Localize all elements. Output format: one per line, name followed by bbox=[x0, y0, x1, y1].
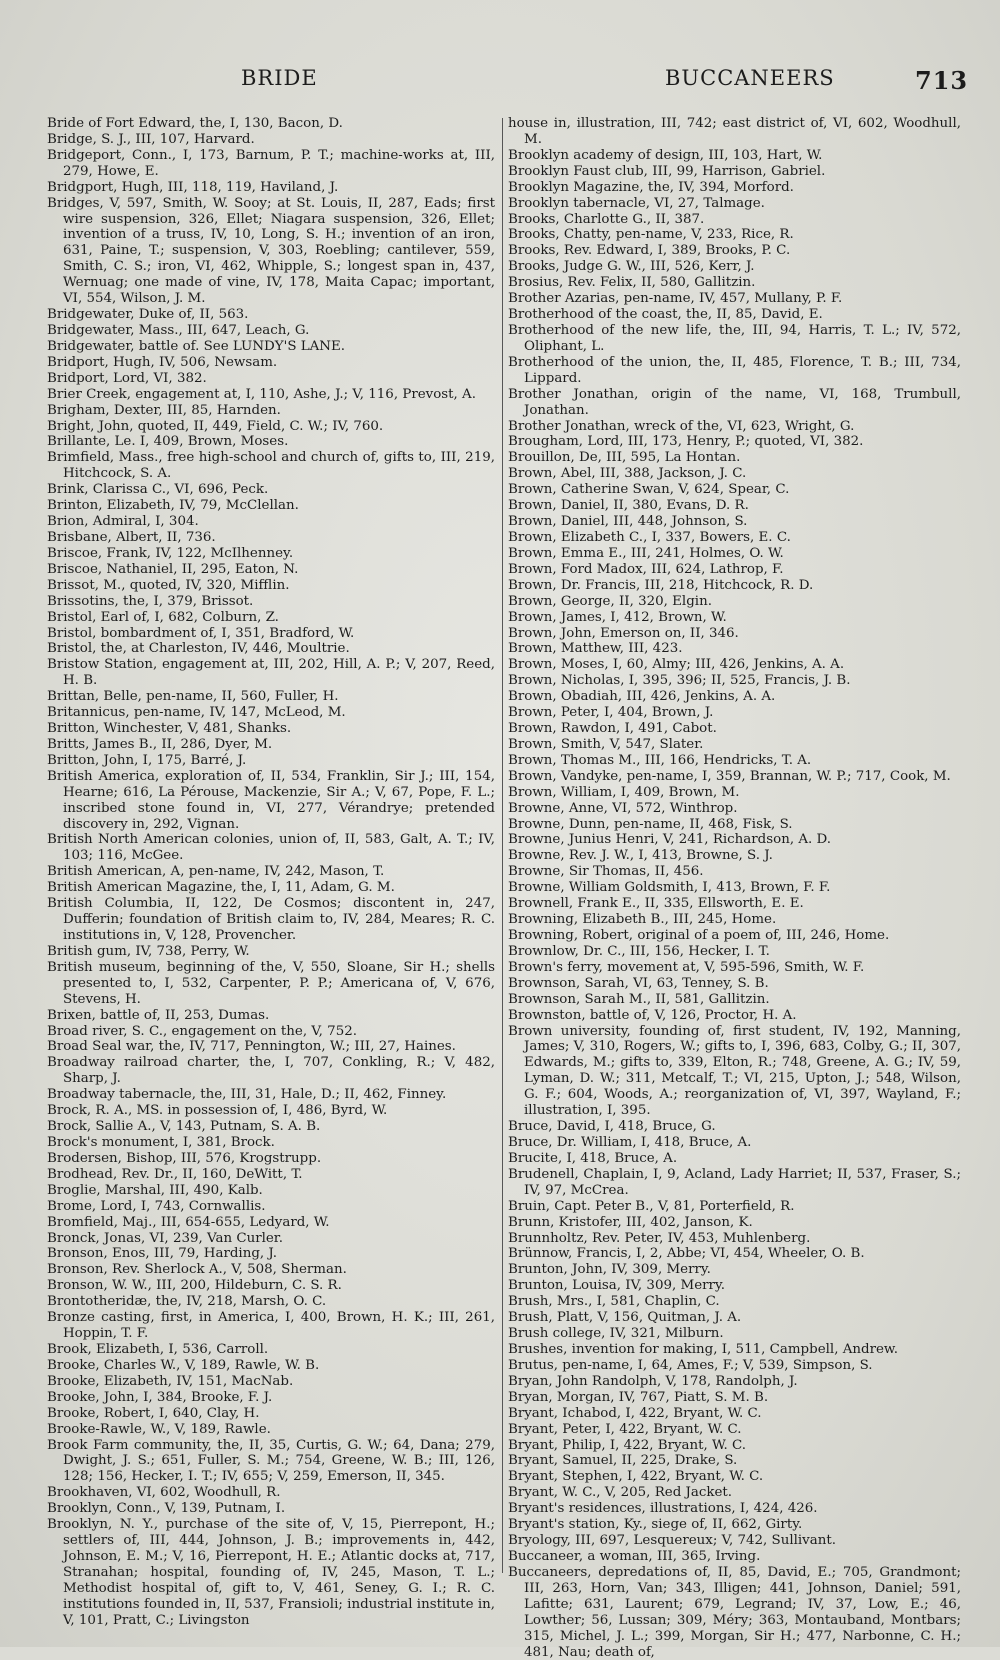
index-entry: Brome, Lord, I, 743, Cornwallis. bbox=[47, 1198, 266, 1214]
index-entry: Brooks, Chatty, pen-name, V, 233, Rice, R. bbox=[508, 227, 794, 243]
index-entry: Brock's monument, I, 381, Brock. bbox=[47, 1135, 275, 1150]
index-entry: Bromfield, Maj., III, 654-655, Ledyard, W. bbox=[47, 1214, 330, 1230]
index-entry: Brother Jonathan, wreck of the, VI, 623, Wright, G. bbox=[508, 418, 855, 434]
index-entry: Brigham, Dexter, III, 85, Harnden. bbox=[47, 402, 281, 418]
index-entry: Bryant's residences, illustrations, I, 424, 426. bbox=[508, 1501, 818, 1517]
index-entry: Brown, Thomas M., III, 166, Hendricks, T. A. bbox=[508, 752, 812, 768]
index-entry: Brown, Daniel, III, 448, Johnson, S. bbox=[508, 514, 748, 530]
index-entry: Brodhead, Rev. Dr., II, 160, DeWitt, T. bbox=[47, 1166, 303, 1182]
index-entry: Brown, George, II, 320, Elgin. bbox=[508, 593, 712, 609]
index-entry: Browning, Elizabeth B., III, 245, Home. bbox=[508, 912, 777, 928]
running-head-right: BUCCANEERS bbox=[665, 66, 835, 90]
index-entry: Bristol, the, at Charleston, IV, 446, Moultrie. bbox=[47, 641, 350, 657]
index-entry: Brosius, Rev. Felix, II, 580, Gallitzin. bbox=[508, 275, 756, 291]
index-entry: Bryant, Ichabod, I, 422, Bryant, W. C. bbox=[508, 1405, 762, 1421]
index-entry: Brownson, Sarah, VI, 63, Tenney, S. B. bbox=[508, 975, 769, 991]
index-entry: British gum, IV, 738, Perry, W. bbox=[47, 943, 250, 959]
index-entry: Brooke, Robert, I, 640, Clay, H. bbox=[47, 1405, 260, 1421]
index-entry: Bryan, John Randolph, V, 178, Randolph, J. bbox=[508, 1373, 798, 1389]
index-entry: Bryant, Stephen, I, 422, Bryant, W. C. bbox=[508, 1469, 764, 1485]
index-entry: Bruin, Capt. Peter B., V, 81, Porterfield, R. bbox=[508, 1198, 795, 1214]
index-entry: British Columbia, II, 122, De Cosmos; discontent in, 247, Dufferin; foundation of British claim to, IV, 284, Meares; R. C. institutions in, V, 128, Provencher. bbox=[47, 896, 495, 944]
index-entry: Bryant, Samuel, II, 225, Drake, S. bbox=[508, 1453, 738, 1469]
index-entry: Brotherhood of the coast, the, II, 85, David, E. bbox=[508, 307, 823, 323]
index-entry: Briscoe, Nathaniel, II, 295, Eaton, N. bbox=[47, 561, 299, 577]
column-divider bbox=[502, 118, 503, 1573]
index-entry: Brown, John, Emerson on, II, 346. bbox=[508, 625, 739, 641]
index-entry: Briscoe, Frank, IV, 122, McIlhenney. bbox=[47, 545, 294, 561]
index-entry: Brown, William, I, 409, Brown, M. bbox=[508, 784, 740, 800]
index-entry: Brisbane, Albert, II, 736. bbox=[47, 529, 216, 545]
index-entry: Browne, William Goldsmith, I, 413, Brown, F. F. bbox=[508, 880, 831, 896]
index-entry: Broadway tabernacle, the, III, 31, Hale, D.; II, 462, Finney. bbox=[47, 1087, 447, 1103]
index-entry: Brissot, M., quoted, IV, 320, Mifflin. bbox=[47, 577, 290, 593]
index-entry: Brown, Catherine Swan, V, 624, Spear, C. bbox=[508, 482, 790, 498]
index-entry: Brooke-Rawle, W., V, 189, Rawle. bbox=[47, 1421, 271, 1437]
index-entry: Browning, Robert, original of a poem of, III, 246, Home. bbox=[508, 928, 890, 944]
running-head-left: BRIDE bbox=[241, 66, 318, 90]
index-entry: Britannicus, pen-name, IV, 147, McLeod, M. bbox=[47, 705, 346, 721]
index-entry: Bryant's station, Ky., siege of, II, 662, Girty. bbox=[508, 1517, 803, 1533]
index-entry: British American, A, pen-name, IV, 242, Mason, T. bbox=[47, 864, 385, 880]
index-entry: Broad river, S. C., engagement on the, V, 752. bbox=[47, 1023, 358, 1039]
index-entry: Bronson, Rev. Sherlock A., V, 508, Sherman. bbox=[47, 1262, 347, 1278]
index-entry: Brown, Peter, I, 404, Brown, J. bbox=[508, 705, 714, 721]
index-entry: Brownell, Frank E., II, 335, Ellsworth, E. E. bbox=[508, 896, 804, 912]
index-entry: Brünnow, Francis, I, 2, Abbe; VI, 454, Wheeler, O. B. bbox=[508, 1246, 865, 1262]
page-number: 713 bbox=[915, 66, 969, 95]
index-entry: Brittan, Belle, pen-name, II, 560, Fuller, H. bbox=[47, 689, 339, 705]
index-entry: Bronck, Jonas, VI, 239, Van Curler. bbox=[47, 1230, 283, 1246]
index-entry: Brock, R. A., MS. in possession of, I, 486, Byrd, W. bbox=[47, 1103, 388, 1119]
index-entry: Bridges, V, 597, Smith, W. Sooy; at St. Louis, II, 287, Eads; first wire suspension, 326, Ellet; Niagara suspension, 326, Ellet; invention of a truss, IV, 10, Long, S. H.; invention of an iron, 631, Paine, T.; suspension, V, 303, Roebling; cantilever, 559, Smith, C. S.; iron, VI, 462, Whipple, S.; longest span in, 437, Wernuag; one made of vine, IV, 178, Maita Capac; important, VI, 554, Wilson, J. M. bbox=[47, 195, 495, 307]
index-entry: Brooklyn Magazine, the, IV, 394, Morford. bbox=[508, 179, 794, 195]
index-entry: Brotherhood of the new life, the, III, 94, Harris, T. L.; IV, 572, Oliphant, L. bbox=[508, 322, 961, 354]
index-entry: Bristol, Earl of, I, 682, Colburn, Z. bbox=[47, 609, 279, 625]
index-entry: Bridgewater, battle of. See LUNDY'S LANE. bbox=[47, 338, 346, 354]
index-entry: Brown, Emma E., III, 241, Holmes, O. W. bbox=[508, 545, 784, 561]
index-entry: Bridport, Hugh, IV, 506, Newsam. bbox=[47, 354, 278, 370]
index-entry: Bristow Station, engagement at, III, 202, Hill, A. P.; V, 207, Reed, H. B. bbox=[47, 657, 495, 689]
index-entry: Brooklyn, N. Y., purchase of the site of, V, 15, Pierrepont, H.; settlers of, III, 444, Johnson, J. B.; improvements in, 442, Johnson, E. M.; V, 16, Pierrepont, H. E.; Atlantic docks at, 717, Stranahan; hospital, founding of, IV, 245, Mason, T. L.; Methodist hospital of, gift to, V, 461, Seney, G. I.; R. C. institutions founded in, II, 537, Fransioli; industrial institute in, V, 101, Pratt, C.; Livingston bbox=[47, 1517, 495, 1628]
index-entry: Browne, Sir Thomas, II, 456. bbox=[508, 864, 704, 880]
index-entry: Brock, Sallie A., V, 143, Putnam, S. A. B. bbox=[47, 1119, 321, 1135]
index-entry: Brown, Ford Madox, III, 624, Lathrop, F. bbox=[508, 561, 784, 577]
index-entry: Brooke, Charles W., V, 189, Rawle, W. B. bbox=[47, 1357, 320, 1373]
index-entry: Brucite, I, 418, Bruce, A. bbox=[508, 1150, 678, 1166]
index-entry: Britts, James B., II, 286, Dyer, M. bbox=[47, 736, 273, 752]
index-entry: Bride of Fort Edward, the, I, 130, Bacon, D. bbox=[47, 116, 343, 131]
index-entry: house in, illustration, III, 742; east district of, VI, 602, Woodhull, M. bbox=[508, 116, 961, 147]
index-entry: Brooks, Judge G. W., III, 526, Kerr, J. bbox=[508, 259, 755, 275]
index-entry: Brooke, John, I, 384, Brooke, F. J. bbox=[47, 1389, 273, 1405]
index-entry: Brooklyn tabernacle, VI, 27, Talmage. bbox=[508, 195, 765, 211]
index-entry: Browne, Anne, VI, 572, Winthrop. bbox=[508, 800, 738, 816]
index-entry: British American Magazine, the, I, 11, Adam, G. M. bbox=[47, 880, 395, 896]
index-entry: Brinton, Elizabeth, IV, 79, McClellan. bbox=[47, 498, 299, 514]
index-entry: Brother Jonathan, origin of the name, VI, 168, Trumbull, Jonathan. bbox=[508, 386, 961, 418]
index-entry: Brunton, John, IV, 309, Merry. bbox=[508, 1262, 711, 1278]
index-entry: Brunton, Louisa, IV, 309, Merry. bbox=[508, 1278, 725, 1294]
index-entry: Brush, Platt, V, 156, Quitman, J. A. bbox=[508, 1310, 742, 1326]
index-entry: Brook Farm community, the, II, 35, Curtis, G. W.; 64, Dana; 279, Dwight, J. S.; 651, Fuller, S. M.; 754, Greene, W. B.; III, 126, 128; 156, Hecker, I. T.; IV, 655; V, 259, Emerson, II, 345. bbox=[47, 1437, 495, 1485]
index-entry: Bronze casting, first, in America, I, 400, Brown, H. K.; III, 261, Hoppin, T. F. bbox=[47, 1310, 495, 1342]
index-entry: Bryan, Morgan, IV, 767, Piatt, S. M. B. bbox=[508, 1389, 769, 1405]
index-entry: Brooklyn Faust club, III, 99, Harrison, Gabriel. bbox=[508, 163, 826, 179]
index-entry: Brillante, Le. I, 409, Brown, Moses. bbox=[47, 434, 289, 450]
index-entry: Bridport, Lord, VI, 382. bbox=[47, 370, 207, 386]
index-entry: Browne, Dunn, pen-name, II, 468, Fisk, S. bbox=[508, 816, 793, 832]
index-entry: Bristol, bombardment of, I, 351, Bradford, W. bbox=[47, 625, 355, 641]
index-entry: Brouillon, De, III, 595, La Hontan. bbox=[508, 450, 741, 466]
index-entry: Brooklyn, Conn., V, 139, Putnam, I. bbox=[47, 1501, 286, 1517]
index-column-right bbox=[508, 116, 961, 1660]
index-entry: Bridgewater, Duke of, II, 563. bbox=[47, 307, 249, 323]
index-entry: Browne, Rev. J. W., I, 413, Browne, S. J. bbox=[508, 848, 773, 864]
index-entry: Brougham, Lord, III, 173, Henry, P.; quoted, VI, 382. bbox=[508, 434, 864, 450]
index-entry: Bronson, W. W., III, 200, Hildeburn, C. S. R. bbox=[47, 1278, 342, 1294]
index-entry: Broglie, Marshal, III, 490, Kalb. bbox=[47, 1182, 263, 1198]
index-entry: Broadway railroad charter, the, I, 707, Conkling, R.; V, 482, Sharp, J. bbox=[47, 1055, 495, 1087]
index-entry: Brodersen, Bishop, III, 576, Krogstrupp. bbox=[47, 1150, 322, 1166]
index-entry: Brushes, invention for making, I, 511, Campbell, Andrew. bbox=[508, 1341, 899, 1357]
index-column-left bbox=[47, 116, 495, 1629]
index-entry: Brown, James, I, 412, Brown, W. bbox=[508, 609, 727, 625]
index-entry: Brudenell, Chaplain, I, 9, Acland, Lady Harriet; II, 537, Fraser, S.; IV, 97, McCrea. bbox=[508, 1166, 961, 1198]
index-entry: Bridgeport, Conn., I, 173, Barnum, P. T.; machine-works at, III, 279, Howe, E. bbox=[47, 147, 495, 179]
index-entry: Brotherhood of the union, the, II, 485, Florence, T. B.; III, 734, Lippard. bbox=[508, 354, 961, 386]
index-entry: Brook, Elizabeth, I, 536, Carroll. bbox=[47, 1341, 269, 1357]
index-entry: Brown, Dr. Francis, III, 218, Hitchcock, R. D. bbox=[508, 577, 814, 593]
index-entry: Bryology, III, 697, Lesquereux; V, 742, Sullivant. bbox=[508, 1533, 836, 1549]
index-entry: Buccaneer, a woman, III, 365, Irving. bbox=[508, 1548, 761, 1564]
index-entry: Britton, John, I, 175, Barré, J. bbox=[47, 752, 247, 768]
index-entry: Bright, John, quoted, II, 449, Field, C. W.; IV, 760. bbox=[47, 418, 384, 434]
index-entry: Brown, Nicholas, I, 395, 396; II, 525, Francis, J. B. bbox=[508, 673, 851, 689]
index-entry: Bryant, Peter, I, 422, Bryant, W. C. bbox=[508, 1421, 742, 1437]
index-entry: Brissotins, the, I, 379, Brissot. bbox=[47, 593, 254, 609]
index-entry: Britton, Winchester, V, 481, Shanks. bbox=[47, 721, 292, 737]
index-entry: Brookhaven, VI, 602, Woodhull, R. bbox=[47, 1485, 281, 1501]
index-entry: Bridge, S. J., III, 107, Harvard. bbox=[47, 131, 255, 147]
index-entry: Brush college, IV, 321, Milburn. bbox=[508, 1326, 724, 1342]
index-entry: Bryant, W. C., V, 205, Red Jacket. bbox=[508, 1485, 733, 1501]
index-entry: Bronson, Enos, III, 79, Harding, J. bbox=[47, 1246, 277, 1262]
index-entry: British America, exploration of, II, 534, Franklin, Sir J.; III, 154, Hearne; 616, La Pérouse, Mackenzie, Sir A.; V, 67, Pope, F. L.; inscribed stone found in, VI, 277, Vérandrye; pretended discovery in, 292, Vignan. bbox=[47, 768, 495, 832]
index-entry: Bruce, Dr. William, I, 418, Bruce, A. bbox=[508, 1135, 752, 1150]
index-entry: Brownlow, Dr. C., III, 156, Hecker, I. T. bbox=[508, 943, 770, 959]
index-entry: Brown, Rawdon, I, 491, Cabot. bbox=[508, 721, 717, 737]
index-entry: Brooks, Charlotte G., II, 387. bbox=[508, 211, 705, 227]
index-entry: Brunnholtz, Rev. Peter, IV, 453, Muhlenberg. bbox=[508, 1230, 811, 1246]
index-entry: Brownston, battle of, V, 126, Proctor, H. A. bbox=[508, 1007, 797, 1023]
index-entry: Brown, Daniel, II, 380, Evans, D. R. bbox=[508, 498, 749, 514]
index-entry: Brimfield, Mass., free high-school and church of, gifts to, III, 219, Hitchcock, S. A. bbox=[47, 450, 495, 482]
index-entry: Brownson, Sarah M., II, 581, Gallitzin. bbox=[508, 991, 770, 1007]
index-entry: Brown, Matthew, III, 423. bbox=[508, 641, 683, 657]
index-entry: Buccaneers, depredations of, II, 85, David, E.; 705, Grandmont; III, 263, Horn, Van; 343, Illigen; 441, Johnson, Daniel; 591, Lafitte; 631, Laurent; 679, Legrand; IV, 37, Low, E.; 46, Lowther; 56, Lussan; 309, Méry; 363, Montauband, Montbars; 315, Michel, J. L.; 399, Morgan, Sir H.; 477, Narbonne, C. H.; 481, Nau; death of, bbox=[508, 1564, 961, 1660]
index-entry: Bruce, David, I, 418, Bruce, G. bbox=[508, 1119, 716, 1135]
index-entry: Brown, Smith, V, 547, Slater. bbox=[508, 736, 704, 752]
index-entry: Brutus, pen-name, I, 64, Ames, F.; V, 539, Simpson, S. bbox=[508, 1357, 873, 1373]
index-entry: Brink, Clarissa C., VI, 696, Peck. bbox=[47, 482, 269, 498]
index-entry: Brown, Vandyke, pen-name, I, 359, Brannan, W. P.; 717, Cook, M. bbox=[508, 768, 951, 784]
index-entry: British museum, beginning of the, V, 550, Sloane, Sir H.; shells presented to, I, 532, Carpenter, P. P.; Americana of, V, 676, Stevens, H. bbox=[47, 959, 495, 1007]
index-entry: Brush, Mrs., I, 581, Chaplin, C. bbox=[508, 1294, 720, 1310]
index-entry: Brontotheridæ, the, IV, 218, Marsh, O. C. bbox=[47, 1294, 327, 1310]
index-entry: Broad Seal war, the, IV, 717, Pennington, W.; III, 27, Haines. bbox=[47, 1039, 456, 1055]
index-entry: Brown university, founding of, first student, IV, 192, Manning, James; V, 310, Rogers, W.; gifts to, I, 396, 683, Colby, G.; II, 307, Edwards, M.; gifts to, 339, Elton, R.; 748, Greene, A. G.; IV, 59, Lyman, D. W.; 311, Metcalf, T.; VI, 215, Upton, J.; 548, Wilson, G. F.; 604, Woods, A.; reorganization of, VI, 397, Wayland, F.; illustration, I, 395. bbox=[508, 1023, 961, 1119]
index-entry: Brown, Obadiah, III, 426, Jenkins, A. A. bbox=[508, 689, 776, 705]
index-entry: Bridgport, Hugh, III, 118, 119, Haviland, J. bbox=[47, 179, 339, 195]
index-entry: Brooke, Elizabeth, IV, 151, MacNab. bbox=[47, 1373, 294, 1389]
index-entry: Brunn, Kristofer, III, 402, Janson, K. bbox=[508, 1214, 753, 1230]
index-entry: Brown, Elizabeth C., I, 337, Bowers, E. C. bbox=[508, 529, 791, 545]
index-entry: Browne, Junius Henri, V, 241, Richardson, A. D. bbox=[508, 832, 832, 848]
index-entry: British North American colonies, union of, II, 583, Galt, A. T.; IV, 103; 116, McGee. bbox=[47, 832, 495, 864]
index-entry: Brier Creek, engagement at, I, 110, Ashe, J.; V, 116, Prevost, A. bbox=[47, 386, 476, 402]
index-entry: Brooklyn academy of design, III, 103, Hart, W. bbox=[508, 147, 823, 163]
index-entry: Brown's ferry, movement at, V, 595-596, Smith, W. F. bbox=[508, 959, 865, 975]
index-entry: Brother Azarias, pen-name, IV, 457, Mullany, P. F. bbox=[508, 291, 843, 307]
index-entry: Brown, Abel, III, 388, Jackson, J. C. bbox=[508, 466, 747, 482]
index-entry: Brion, Admiral, I, 304. bbox=[47, 514, 199, 530]
index-entry: Brixen, battle of, II, 253, Dumas. bbox=[47, 1007, 270, 1023]
index-entry: Bridgewater, Mass., III, 647, Leach, G. bbox=[47, 322, 310, 338]
index-entry: Brooks, Rev. Edward, I, 389, Brooks, P. C. bbox=[508, 243, 791, 259]
index-entry: Bryant, Philip, I, 422, Bryant, W. C. bbox=[508, 1437, 747, 1453]
index-entry: Brown, Moses, I, 60, Almy; III, 426, Jenkins, A. A. bbox=[508, 657, 845, 673]
